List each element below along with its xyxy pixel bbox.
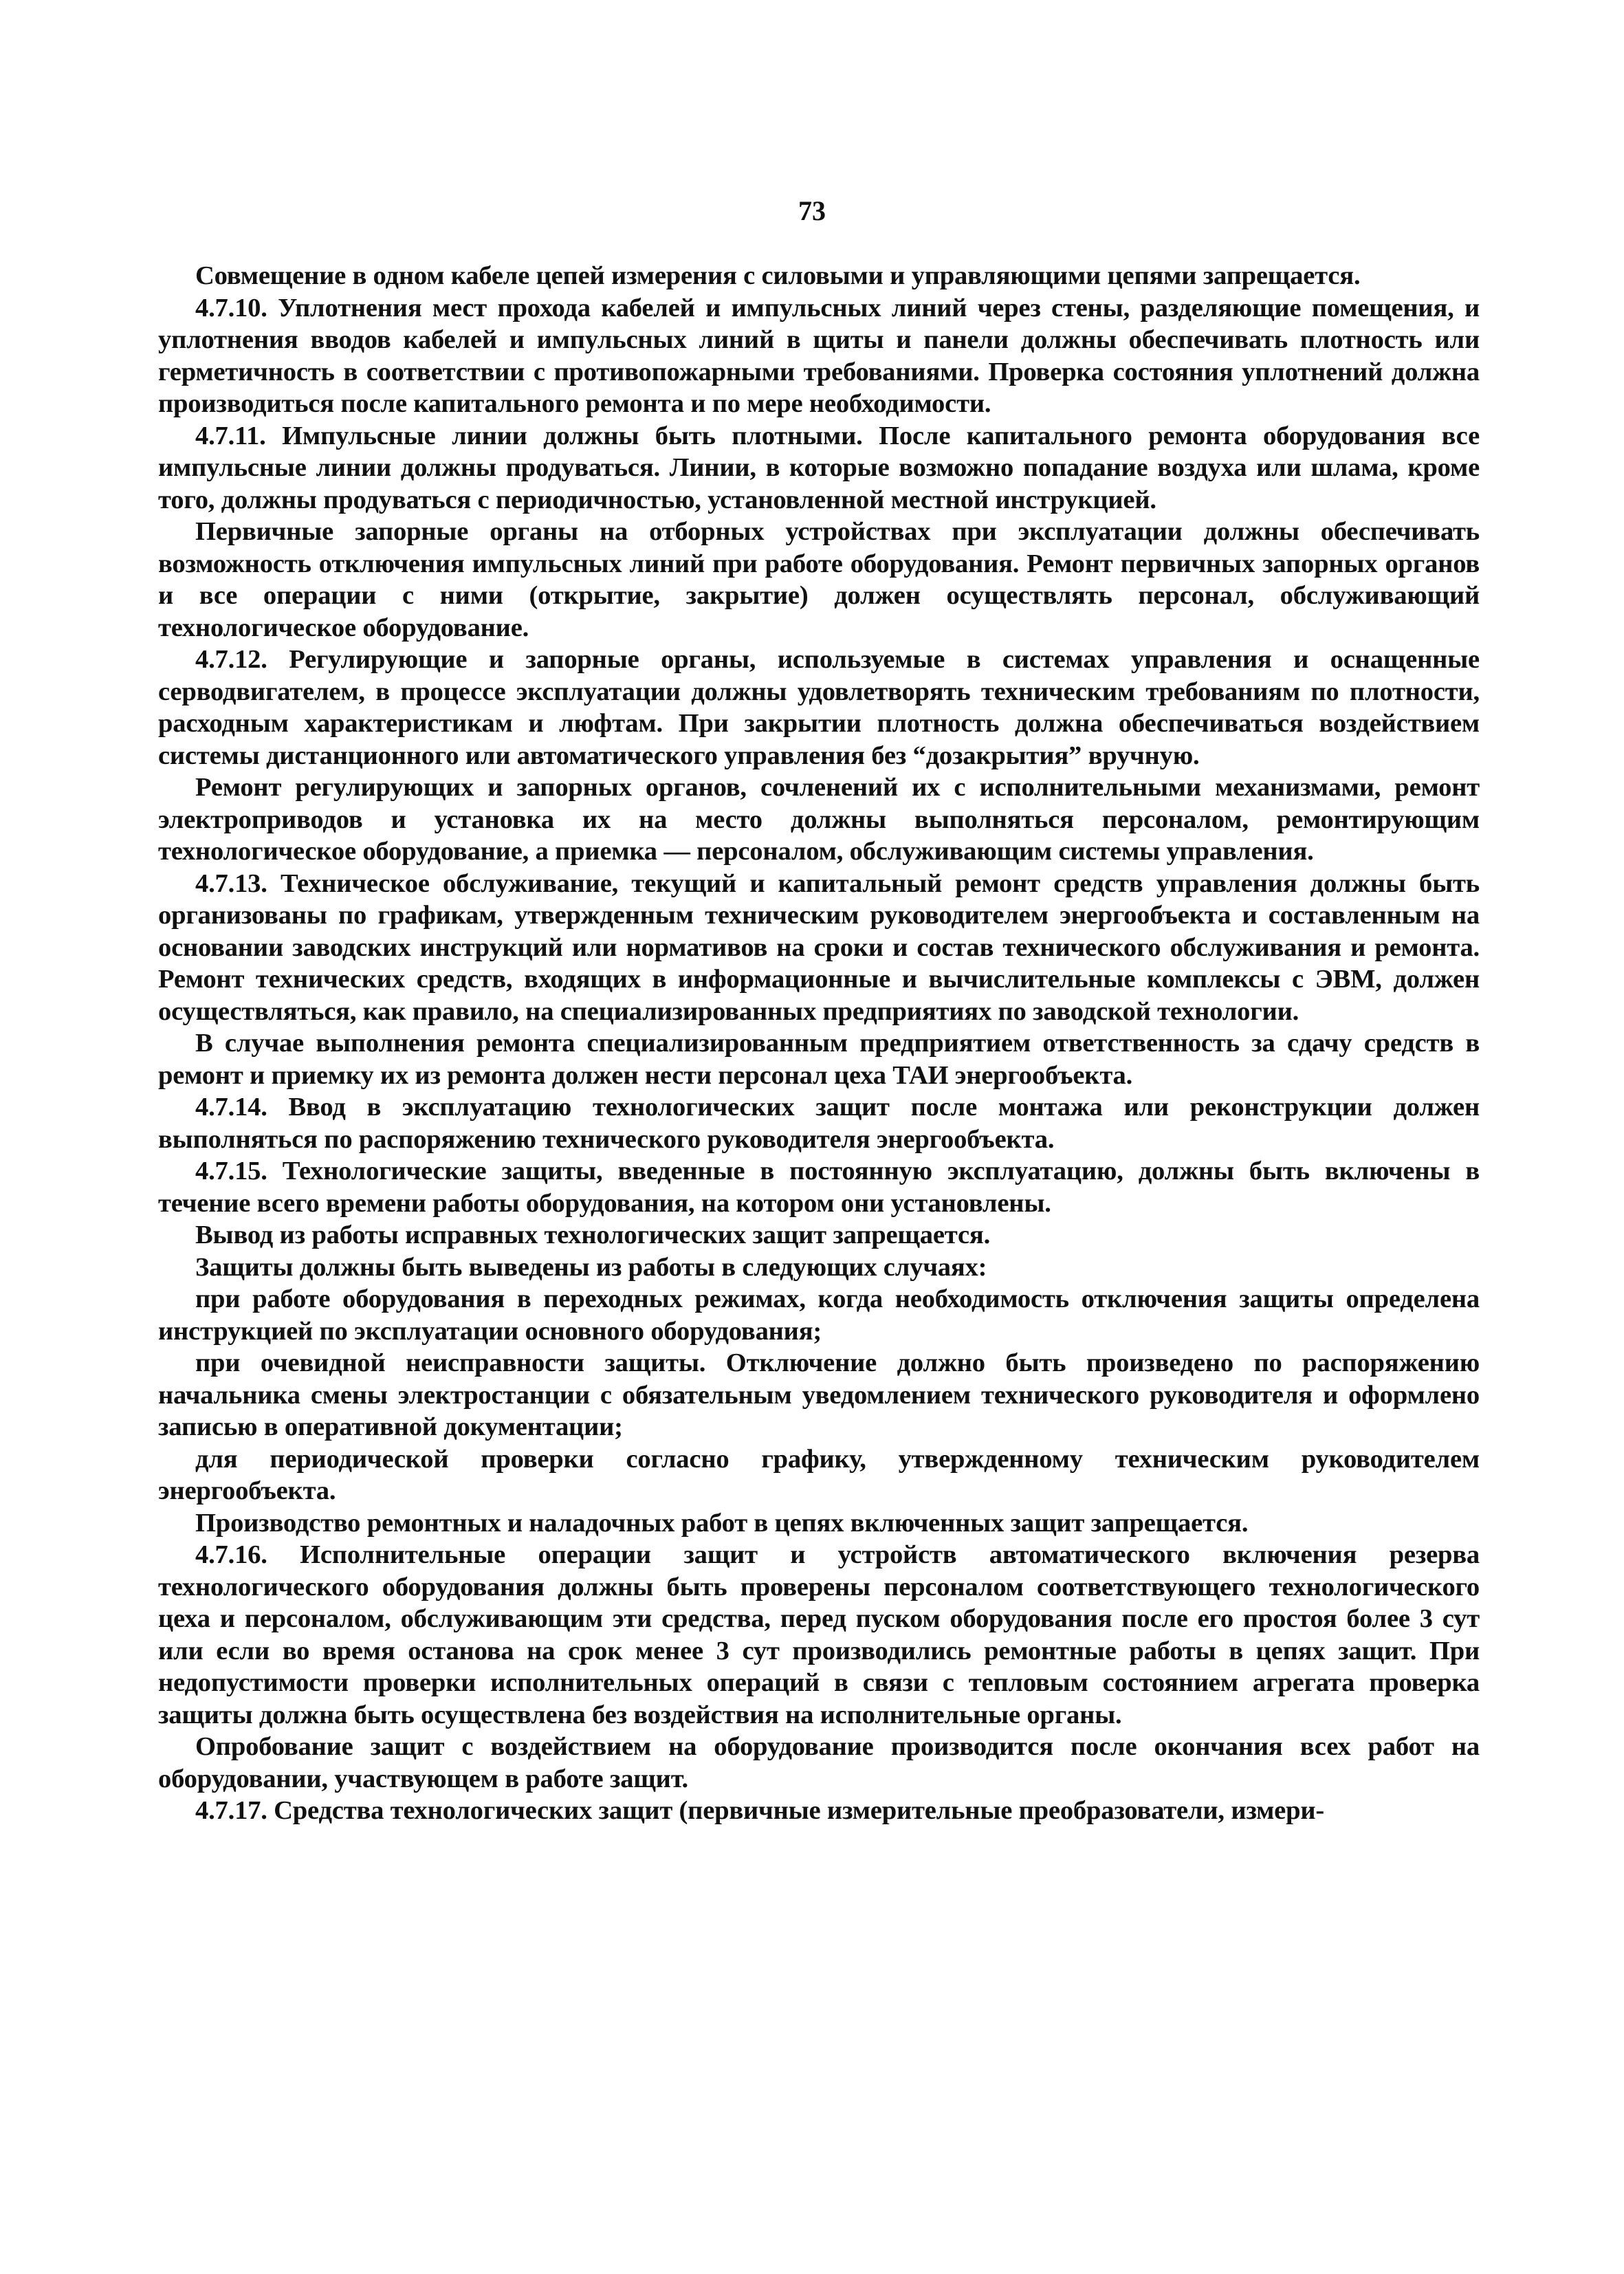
paragraph: В случае выполнения ремонта специализированным предприятием ответственность за сдачу средств в ремонт и приемку их из ремонта должен нести персонал цеха ТАИ энергообъекта.: [158, 1029, 1480, 1090]
paragraph: 4.7.14. Ввод в эксплуатацию технологических защит после монтажа или реконструкции должен выполняться по распоряжению технического руководителя энергообъекта.: [158, 1093, 1480, 1154]
paragraph: 4.7.11. Импульсные линии должны быть плотными. После капитального ремонта оборудования все импульсные линии должны продуваться. Линии, в которые возможно попадание воздуха или шлама, кроме того, должны продуваться с периодичностью, установленной местной инструкцией.: [158, 421, 1480, 514]
paragraph: 4.7.16. Исполнительные операции защит и устройств автоматического включения резерва технологического оборудования должны быть проверены персоналом соответствующего технологического цеха и персоналом, обслуживающим эти средства, перед пуском оборудования после его простоя более 3 сут или если во время останова на срок менее 3 сут производились ремонтные работы в цепях защит. При недопустимости проверки исполнительных операций в связи с тепловым состоянием агрегата проверка защиты должна быть осуществлена без воздействия на исполнительные органы.: [158, 1540, 1480, 1729]
page-number: 73: [798, 195, 826, 226]
paragraph: 4.7.15. Технологические защиты, введенные в постоянную эксплуатацию, должны быть включены в течение всего времени работы оборудования, на котором они установлены.: [158, 1157, 1480, 1218]
paragraph: при работе оборудования в переходных режимах, когда необходимость отключения защиты определена инструкцией по эксплуатации основного оборудования;: [158, 1284, 1480, 1346]
paragraph: 4.7.10. Уплотнения мест прохода кабелей и импульсных линий через стены, разделяющие помещения, и уплотнения вводов кабелей и импульсных линий в щиты и панели должны обеспечивать плотность или герметичность в соответствии с противопожарными требованиями. Проверка состояния уплотнений должна производиться после капитального ремонта и по мере необходимости.: [158, 293, 1480, 418]
paragraph: Производство ремонтных и наладочных работ в цепях включенных защит запрещается.: [195, 1508, 1249, 1538]
paragraph: Опробование защит с воздействием на оборудование производится после окончания всех работ на оборудовании, участвующем в работе защит.: [158, 1732, 1480, 1793]
paragraph: при очевидной неисправности защиты. Отключение должно быть произведено по распоряжению начальника смены электростанции с обязательным уведомлением технического руководителя и оформлено записью в оперативной документации;: [158, 1348, 1480, 1441]
paragraph: 4.7.17. Средства технологических защит (первичные измерительные преобразователи, измери-: [195, 1796, 1325, 1825]
paragraph: 4.7.13. Техническое обслуживание, текущий и капитальный ремонт средств управления должны быть организованы по графикам, утвержденным техническим руководителем энергообъекта и составленным на основании заводских инструкций или нормативов на сроки и состав технического обслуживания и ремонта. Ремонт технических средств, входящих в информационные и вычислительные комплексы с ЭВМ, должен осуществляться, как правило, на специализированных предприятиях по заводской технологии.: [158, 868, 1480, 1026]
paragraph: 4.7.12. Регулирующие и запорные органы, используемые в системах управления и оснащенные серводвигателем, в процессе эксплуатации должны удовлетворять техническим требованиям по плотности, расходным характеристикам и люфтам. При закрытии плотность должна обеспечиваться воздействием системы дистанционного или автоматического управления без “дозакрытия” вручную.: [158, 645, 1480, 770]
paragraph: Защиты должны быть выведены из работы в следующих случаях:: [195, 1252, 987, 1282]
paragraph: Вывод из работы исправных технологических защит запрещается.: [195, 1221, 991, 1249]
paragraph: для периодической проверки согласно графику, утвержденному техническим руководителем энергообъекта.: [158, 1444, 1480, 1505]
paragraph: Первичные запорные органы на отборных устройствах при эксплуатации должны обеспечивать возможность отключения импульсных линий при работе оборудования. Ремонт первичных запорных органов и все операции с ними (открытие, закрытие) должен осуществлять персонал, обслуживающий технологическое оборудование.: [158, 517, 1480, 642]
document-body: [158, 260, 1480, 1827]
paragraph: Ремонт регулирующих и запорных органов, сочленений их с исполнительными механизмами, ремонт электроприводов и установка их на место должны выполняться персоналом, ремонтирующим технологическое оборудование, а приемка — персоналом, обслуживающим системы управления.: [158, 773, 1480, 866]
paragraph: Совмещение в одном кабеле цепей измерения с силовыми и управляющими цепями запрещается.: [195, 261, 1361, 290]
